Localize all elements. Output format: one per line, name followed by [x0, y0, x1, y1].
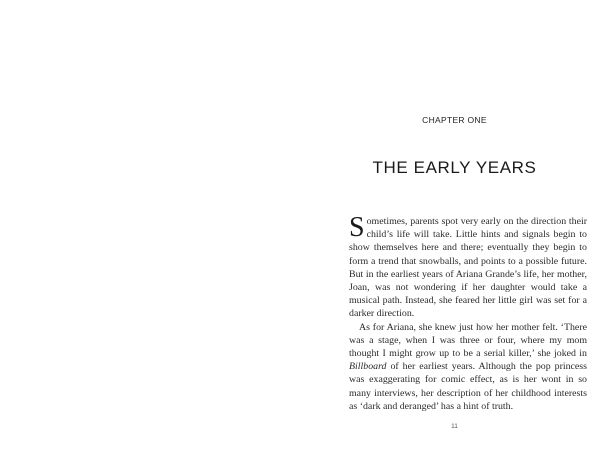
- paragraph-2-text-a: As for Ariana, she knew just how her mother felt. ‘There was a stage, when I was three or four, where my mom thought I might grow up to be a serial killer,’ she joked in: [349, 321, 587, 360]
- chapter-title: THE EARLY YEARS: [372, 158, 537, 177]
- paragraph-1-text: ometimes, parents spot very early on the direction their child’s life will take. Little hints and signals begin to show themselves here and there; eventually they begin to form a trend that snowballs, and points to a possible future. But in the earliest years of Ariana Grande’s life, her mother, Joan, was not wondering if her daughter would take a musical path. Instead, she feared her little girl was set for a darker direction.: [349, 216, 587, 320]
- paragraph-2: [349, 321, 587, 413]
- paragraph-1: [349, 212, 587, 321]
- chapter-label: CHAPTER ONE: [422, 115, 487, 125]
- paragraph-2-text-b: of her earliest years. Although the pop princess was exaggerating for comic effect, as is her wont in so many interviews, her description of her childhood interests as ‘dark and deranged’ has a hint of truth.: [349, 361, 587, 412]
- drop-cap: S: [349, 212, 365, 243]
- publication-title: Billboard: [349, 361, 387, 373]
- body-text: [349, 212, 587, 413]
- page-number: 11: [451, 423, 458, 430]
- right-page: [303, 0, 606, 463]
